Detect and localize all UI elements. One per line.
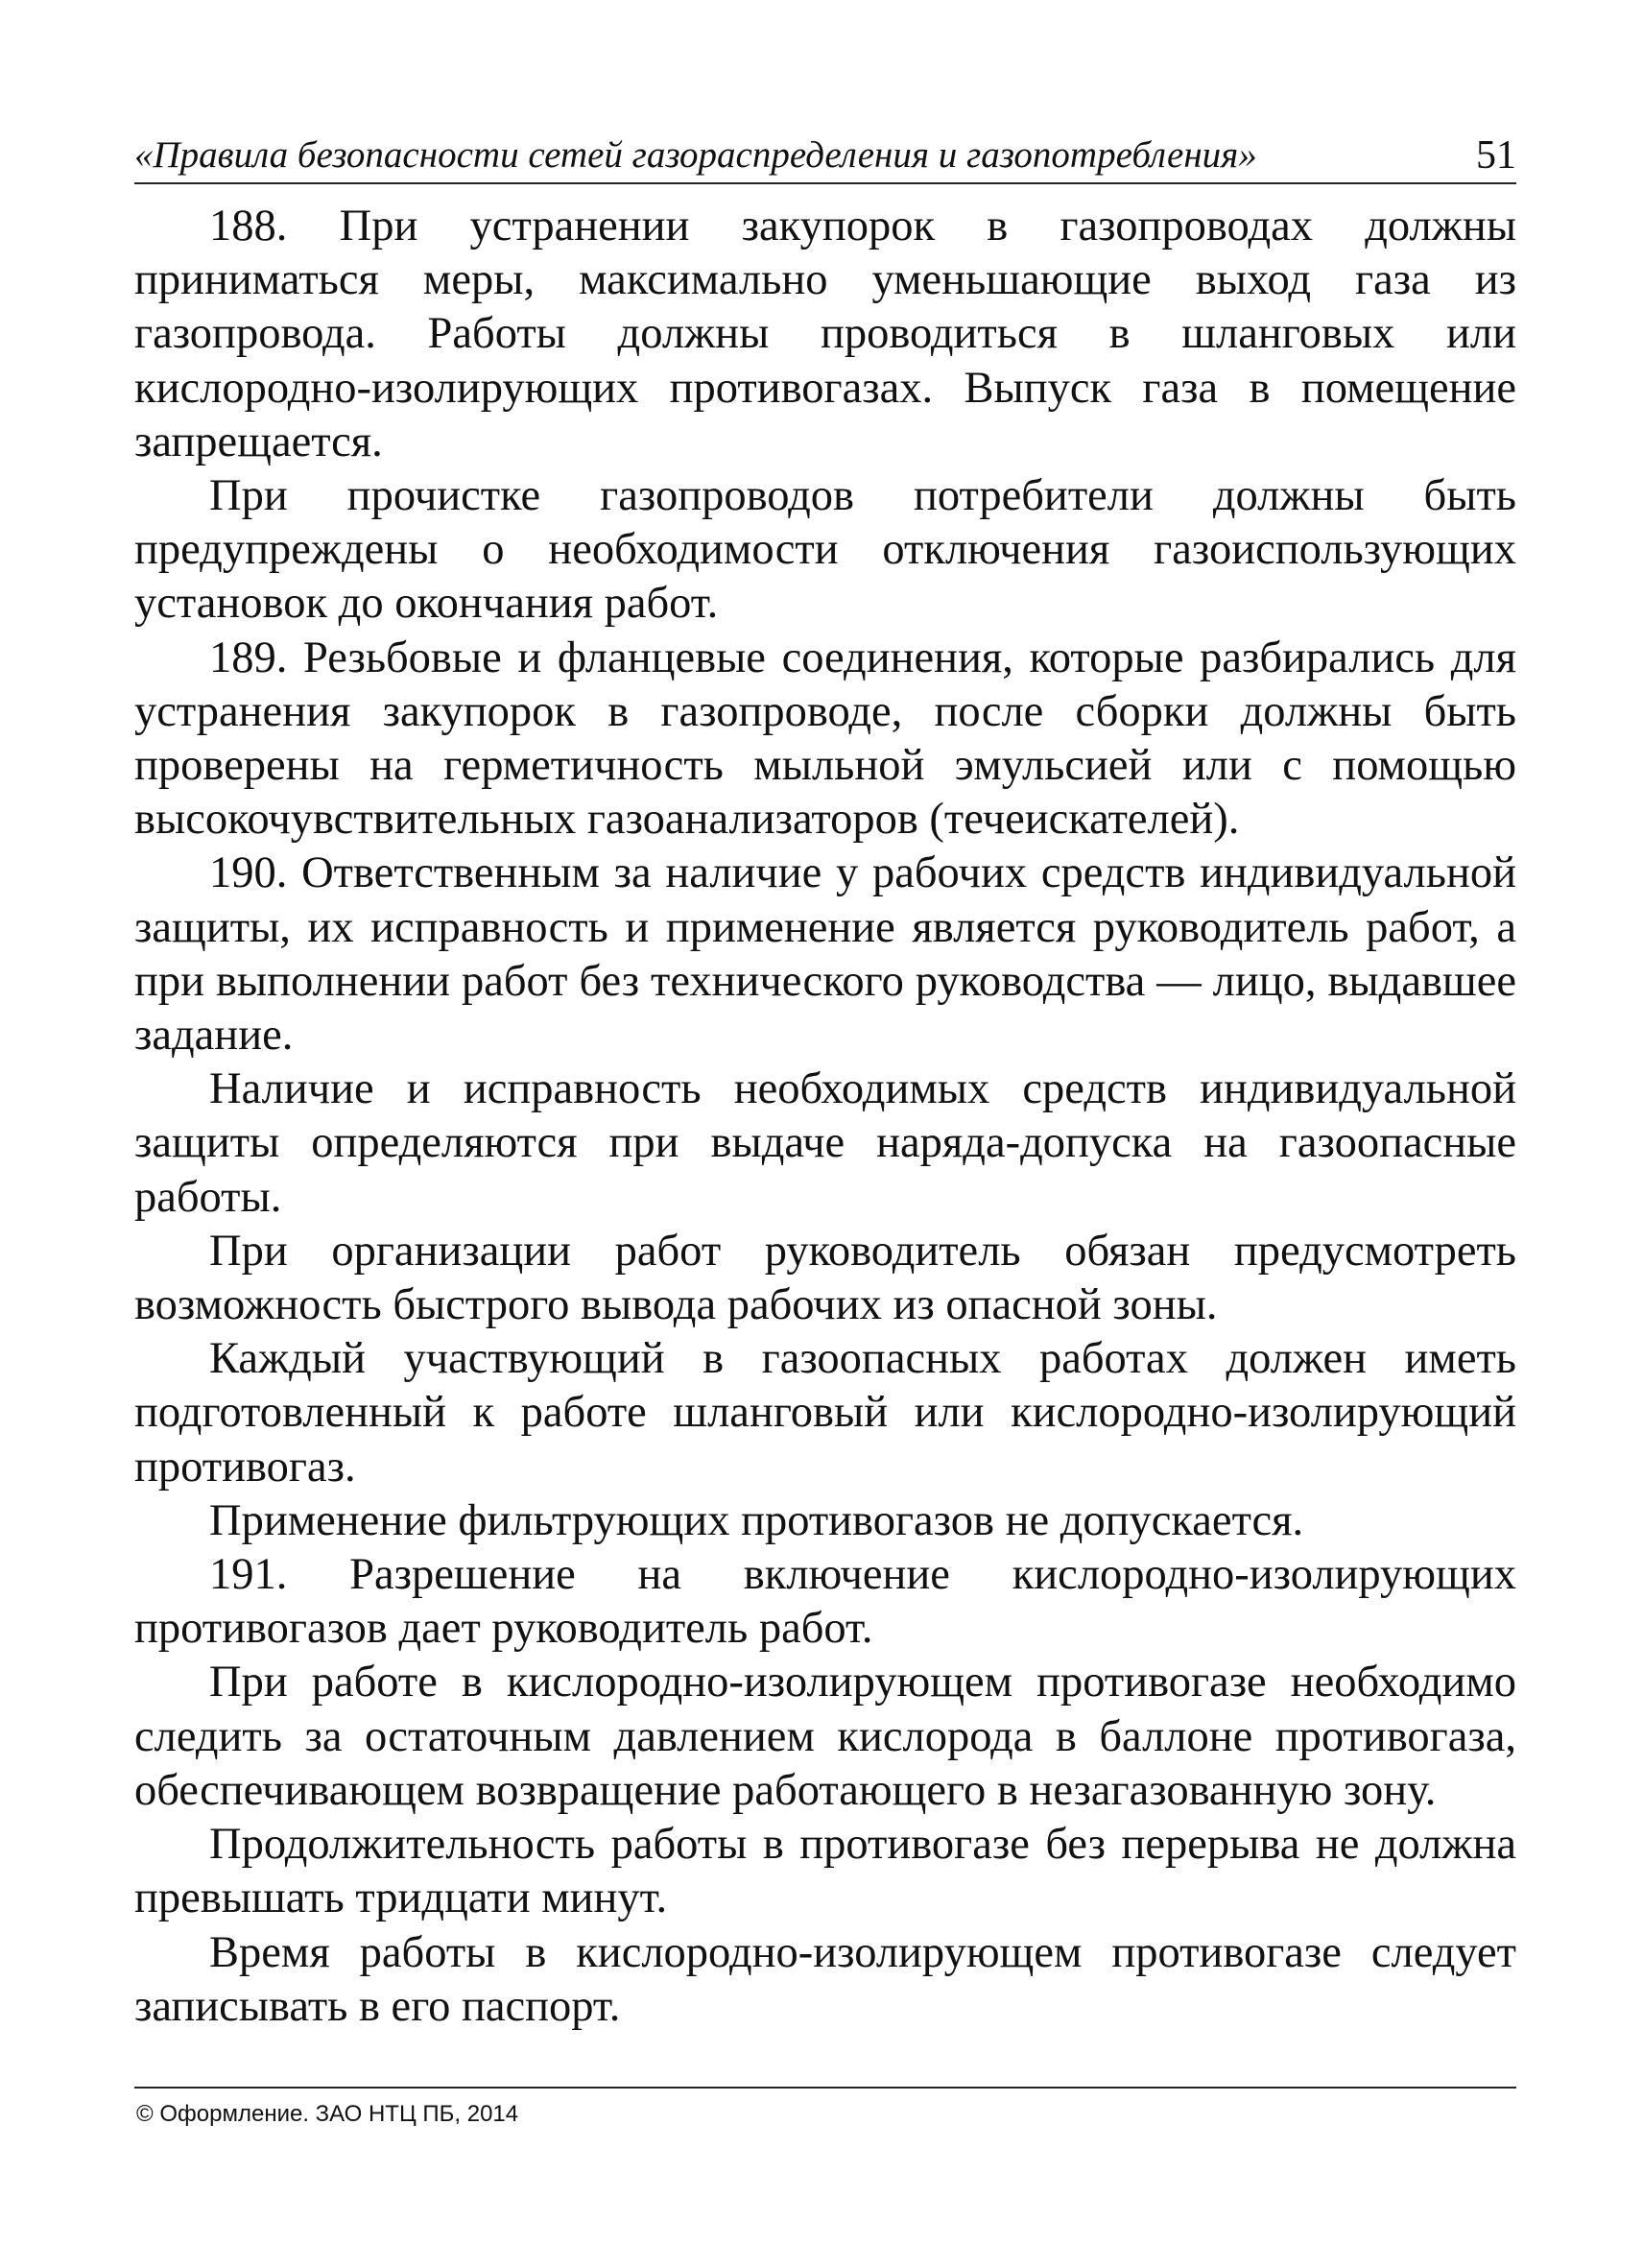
paragraph-191: 191. Разрешение на включение кислородно-изолирующих противогазов дает руководитель работ.: [134, 1550, 1516, 1654]
running-header: [134, 132, 1516, 184]
paragraph-191-pressure: При работе в кислородно-изолирующем противогазе необходимо следить за остаточным давлением кислорода в баллоне противогаза, обеспечивающем возвращение работающего в незагазованную зону.: [134, 1658, 1516, 1815]
paragraph-190-filter-ban: Применение фильтрующих противогазов не допускается.: [209, 1495, 1304, 1545]
paragraph-190-evacuation: При организации работ руководитель обязан предусмотреть возможность быстрого вывода рабочих из опасной зоны.: [134, 1226, 1516, 1330]
paragraph-190-ppe-check: Наличие и исправность необходимых средств индивидуальной защиты определяются при выдаче наряда-допуска на газоопасные работы.: [134, 1064, 1516, 1222]
document-title: «Правила безопасности сетей газораспределения и газопотребления»: [134, 134, 1257, 176]
paragraph-190-gas-mask: Каждый участвующий в газоопасных работах должен иметь подготовленный к работе шланговый или кислородно-изолирующий противогаз.: [134, 1334, 1516, 1492]
paragraph-189: 189. Резьбовые и фланцевые соединения, которые разбирались для устранения закупорок в газопроводе, после сборки должны быть проверены на герметичность мыльной эмульсией или с помощью высокочувствительных газоанализаторов (течеискателей).: [134, 633, 1516, 845]
paragraph-191-duration: Продолжительность работы в противогазе без перерыва не должна превышать тридцати минут.: [134, 1820, 1516, 1923]
paragraph-190: 190. Ответственным за наличие у рабочих средств индивидуальной защиты, их исправность и применение является руководитель работ, а при выполнении работ без технического руководства — лицо, выдавшее задание.: [134, 848, 1516, 1061]
paragraph-191-passport: Время работы в кислородно-изолирующем противогазе следует записывать в его паспорт.: [134, 1927, 1516, 2031]
paragraph-188: 188. При устранении закупорок в газопроводах должны приниматься меры, максимально уменьшающие выход газа из газопровода. Работы должны проводиться в шланговых или кислородно-изолирующих противогазах. Выпуск газа в помещение запрещается.: [134, 202, 1516, 466]
page-number: 51: [1476, 133, 1516, 178]
paragraph-188-cleaning: При прочистке газопроводов потребители должны быть предупреждены о необходимости отключения газоиспользующих установок до окончания работ.: [134, 471, 1516, 629]
page-body: [134, 200, 1516, 2034]
copyright-footer: © Оформление. ЗАО НТЦ ПБ, 2014: [136, 2101, 519, 2127]
footer-divider: [134, 2087, 1516, 2089]
